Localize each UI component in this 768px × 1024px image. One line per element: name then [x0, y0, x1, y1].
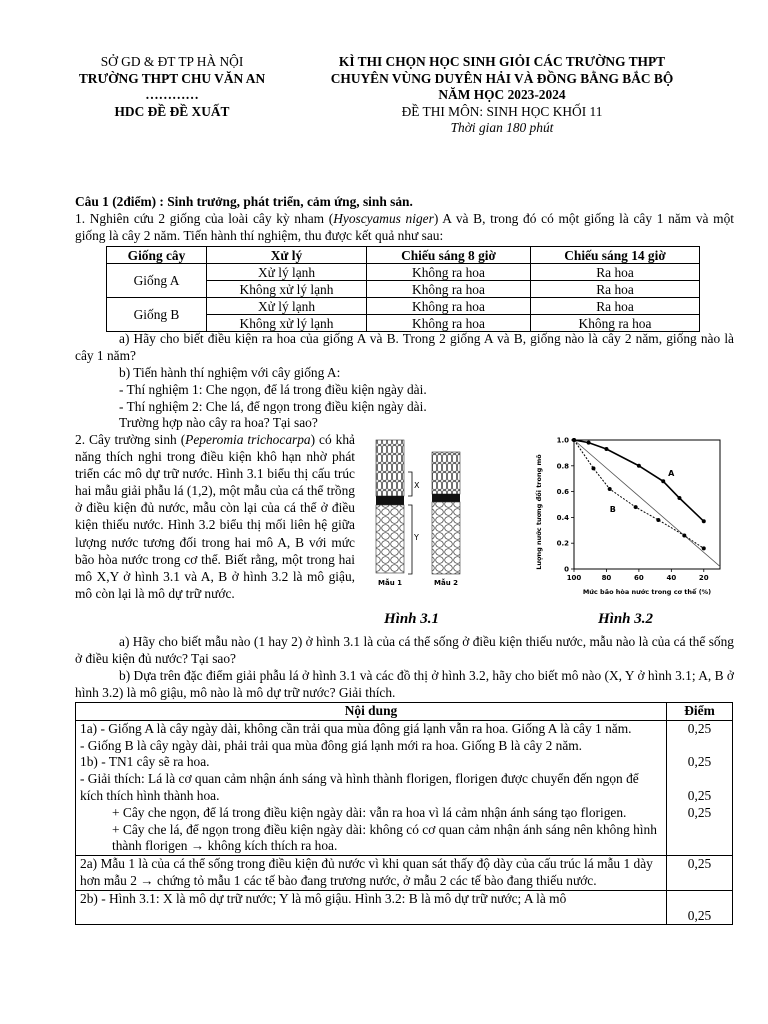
table-cell: Không xử lý lạnh: [207, 281, 367, 298]
exam-title-1: KÌ THI CHỌN HỌC SINH GIỎI CÁC TRƯỜNG THPT: [338, 54, 666, 69]
answer-line: 2a) Mẫu 1 là của cá thể sống trong điều kiện đủ nước vì khi quan sát thấy độ dày của cấu trúc lá mẫu 1 dày hơn mẫu 2 → chứng tỏ mẫu 1 các tế bào đang trương nước, ở mẫu 2 các tế bào đang thiếu nước.: [80, 856, 653, 888]
sample-2-spongy: [432, 502, 460, 574]
answer-line: 1b) - TN1 cây sẽ ra hoa.: [80, 754, 210, 770]
data-point-A: [587, 441, 591, 445]
y-tick-label: 0.6: [556, 488, 569, 497]
table-cell: Ra hoa: [531, 298, 700, 315]
data-point-A: [661, 479, 665, 483]
table-header: Chiếu sáng 8 giờ: [367, 247, 531, 264]
question-1-intro: 1. Nghiên cứu 2 giống của loài cây kỳ nham (Hyoscyamus niger) A và B, trong đó có một giống là cây 1 năm và một giống là cây 2 năm. Tiến hành thí nghiệm, thu được kết quả như sau:: [75, 211, 734, 243]
answer-line: - Giống B là cây ngày dài, phải trải qua mùa đông giá lạnh mới ra hoa. Giống B là cây 2 năm.: [80, 737, 583, 753]
y-tick-label: 0.2: [556, 539, 569, 548]
points-value: 0,25: [687, 754, 712, 770]
data-point-B: [591, 466, 595, 470]
answer-line: - Giải thích: Lá là cơ quan cảm nhận ánh sáng và hình thành florigen, florigen được chuyển đến ngọn để kích thích hình thành hoa.: [80, 771, 639, 803]
table-cell: Giống A: [107, 264, 207, 298]
data-point-B: [702, 546, 706, 550]
x-tick-label: 20: [698, 574, 709, 582]
reference-line: [574, 440, 720, 566]
data-point-A: [604, 447, 608, 451]
label-y: Y: [414, 533, 419, 542]
sample-2-label: Mẫu 2: [434, 579, 458, 587]
answer-points: [667, 856, 733, 891]
answer-header-points: Điểm: [667, 703, 733, 721]
data-point-A: [677, 496, 681, 500]
y-tick-label: 0.8: [556, 462, 569, 471]
data-point-B: [682, 533, 686, 537]
y-tick-label: 1.0: [556, 436, 569, 445]
question-1b: b) Tiến hành thí nghiệm với cây giống A:: [119, 365, 341, 380]
figure-3-2-chart: [530, 430, 734, 608]
sample-1-palisade: [376, 440, 404, 496]
points-value: [671, 738, 728, 755]
x-tick-label: 100: [566, 574, 582, 582]
sample-1-label: Mẫu 1: [378, 579, 402, 587]
question-2b: b) Dựa trên đặc điểm giải phẫu lá ở hình 3.1 và các đồ thị ở hình 3.2, hãy cho biết mô nào (X, Y ở hình 3.1; A, B ở hình 3.2) là mô giậu, mô nào là mô dự trữ nước? Giải thích.: [75, 668, 734, 700]
points-value: [671, 891, 728, 908]
school-year: NĂM HỌC 2023-2024: [438, 87, 566, 102]
sample-2-band: [432, 494, 460, 502]
answer-line: + Cây che lá, để ngọn trong điều kiện ngày dài: không có cơ quan cảm nhận ánh sáng nên không hình thành florigen → không kích thích ra hoa.: [112, 821, 657, 854]
table-cell: Ra hoa: [531, 264, 700, 281]
sample-1-band: [376, 496, 404, 505]
question-1b-ask: Trường hợp nào cây ra hoa? Tại sao?: [119, 415, 318, 430]
question-1a: a) Hãy cho biết điều kiện ra hoa của giống A và B. Trong 2 giống A và B, giống nào là cây 2 năm, giống nào là cây 1 năm?: [75, 331, 734, 363]
sample-2-palisade: [432, 452, 460, 494]
label-x: X: [414, 481, 420, 490]
bracket-x: [408, 472, 412, 496]
header-right: [286, 54, 718, 137]
answer-row: [76, 856, 733, 891]
experiment-2: - Thí nghiệm 2: Che lá, để ngọn trong điều kiện ngày dài.: [119, 399, 427, 414]
question-2-intro: 2. Cây trường sinh (Peperomia trichocarpa) có khả năng thích nghi trong điều kiện khô hạn nhờ phát triển các mô dự trữ nước. Hình 3.1 biểu thị cấu trúc hai mẫu giải phẫu lá (1,2), một mẫu của cá thể trồng ở điều kiện đủ nước, mẫu còn lại của cá thể ở điều kiện thiếu nước. Hình 3.2 biểu thị mối liên hệ giữa lượng nước tương đối trong hai mô A, B với mức bão hòa nước trong cơ thể. Biết rằng, một trong hai mô X,Y ở hình 3.1 và A, B ở hình 3.2 là mô giậu, mô còn lại là mô dự trữ nước.: [75, 432, 355, 601]
y-axis-label: Lượng nước tương đối trong mô: [535, 454, 543, 570]
table-cell: Không ra hoa: [367, 264, 531, 281]
header-left: [52, 54, 292, 120]
doc-type: HDC ĐỀ ĐỀ XUẤT: [114, 103, 230, 119]
series-label-B: B: [609, 505, 616, 515]
answer-header-content: Nội dung: [76, 703, 667, 721]
points-value: [671, 771, 728, 788]
bracket-y: [408, 505, 412, 574]
y-tick-label: 0.4: [556, 513, 569, 522]
data-point-B: [608, 487, 612, 491]
x-tick-label: 60: [634, 574, 644, 582]
subject: ĐỀ THI MÔN: SINH HỌC KHỐI 11: [401, 103, 603, 119]
table-cell: Không ra hoa: [367, 315, 531, 332]
table-cell: Không xử lý lạnh: [207, 315, 367, 332]
table-cell: Không ra hoa: [531, 315, 700, 332]
table-header: Giống cây: [107, 247, 207, 264]
table-header-row: [107, 247, 700, 264]
school-name: TRƯỜNG THPT CHU VĂN AN: [78, 70, 266, 86]
dept-name: SỞ GD & ĐT TP HÀ NỘI: [100, 54, 244, 69]
table-cell: Xử lý lạnh: [207, 264, 367, 281]
x-axis-label: Mức bão hòa nước trong cơ thể (%): [582, 588, 712, 596]
species-name: Peperomia trichocarpa: [185, 432, 311, 447]
answer-header-row: [76, 703, 733, 721]
points-value: 0,25: [687, 787, 712, 803]
x-tick-label: 80: [601, 574, 612, 582]
data-point-B: [572, 438, 576, 442]
data-point-B: [656, 518, 660, 522]
figure-3-1-caption: Hình 3.1: [384, 611, 440, 627]
points-value: 0,25: [687, 856, 712, 872]
points-value: 0,25: [687, 720, 712, 736]
duration: Thời gian 180 phút: [450, 120, 554, 135]
experiment-table: [106, 246, 700, 332]
y-tick-label: 0: [564, 565, 569, 574]
answer-table: [75, 702, 733, 925]
figure-3-2-caption: Hình 3.2: [598, 611, 654, 627]
dots: …………: [145, 87, 199, 102]
data-point-A: [702, 519, 706, 523]
data-point-A: [637, 464, 641, 468]
exam-title-2: CHUYÊN VÙNG DUYÊN HẢI VÀ ĐỒNG BẰNG BẮC BỘ: [330, 70, 674, 86]
table-cell: Ra hoa: [531, 281, 700, 298]
figure-3-1-leaf-sections: [372, 436, 462, 606]
x-tick-label: 40: [666, 574, 677, 582]
table-row: [107, 264, 700, 281]
table-row: [107, 298, 700, 315]
experiment-1: - Thí nghiệm 1: Che ngọn, để lá trong điều kiện ngày dài.: [119, 382, 427, 397]
species-name: Hyoscyamus niger: [333, 211, 434, 226]
table-cell: Xử lý lạnh: [207, 298, 367, 315]
answer-content: [76, 720, 667, 855]
question-1-title: Câu 1 (2điểm) : Sinh trưởng, phát triển, cảm ứng, sinh sản.: [75, 194, 413, 209]
table-cell: Không ra hoa: [367, 281, 531, 298]
table-header: Chiếu sáng 14 giờ: [531, 247, 700, 264]
series-label-A: A: [668, 469, 675, 479]
answer-line: + Cây che ngọn, để lá trong điều kiện ngày dài: vẫn ra hoa vì lá cảm nhận ánh sáng tạo florigen.: [112, 804, 627, 820]
table-cell: Giống B: [107, 298, 207, 332]
answer-row: [76, 890, 733, 925]
answer-content: [76, 856, 667, 891]
points-value: 0,25: [687, 804, 712, 820]
answer-line: 2b) - Hình 3.1: X là mô dự trữ nước; Y là mô giậu. Hình 3.2: B là mô dự trữ nước; A là mô: [80, 890, 567, 906]
sample-1-spongy: [376, 505, 404, 573]
answer-row: [76, 720, 733, 855]
points-value: 0,25: [687, 907, 712, 923]
answer-content: [76, 890, 667, 925]
table-header: Xử lý: [207, 247, 367, 264]
data-point-B: [634, 505, 638, 509]
series-line-B: [574, 440, 704, 548]
question-2a: a) Hãy cho biết mẫu nào (1 hay 2) ở hình 3.1 là của cá thể sống ở điều kiện thiếu nước, mẫu nào là của cá thể sống ở điều kiện đủ nước? Tại sao?: [75, 634, 734, 666]
answer-line: 1a) - Giống A là cây ngày dài, không cần trải qua mùa đông giá lạnh vẫn ra hoa. Giống A là cây 1 năm.: [80, 720, 632, 736]
table-cell: Không ra hoa: [367, 298, 531, 315]
answer-points: [667, 720, 733, 855]
answer-points: [667, 890, 733, 925]
